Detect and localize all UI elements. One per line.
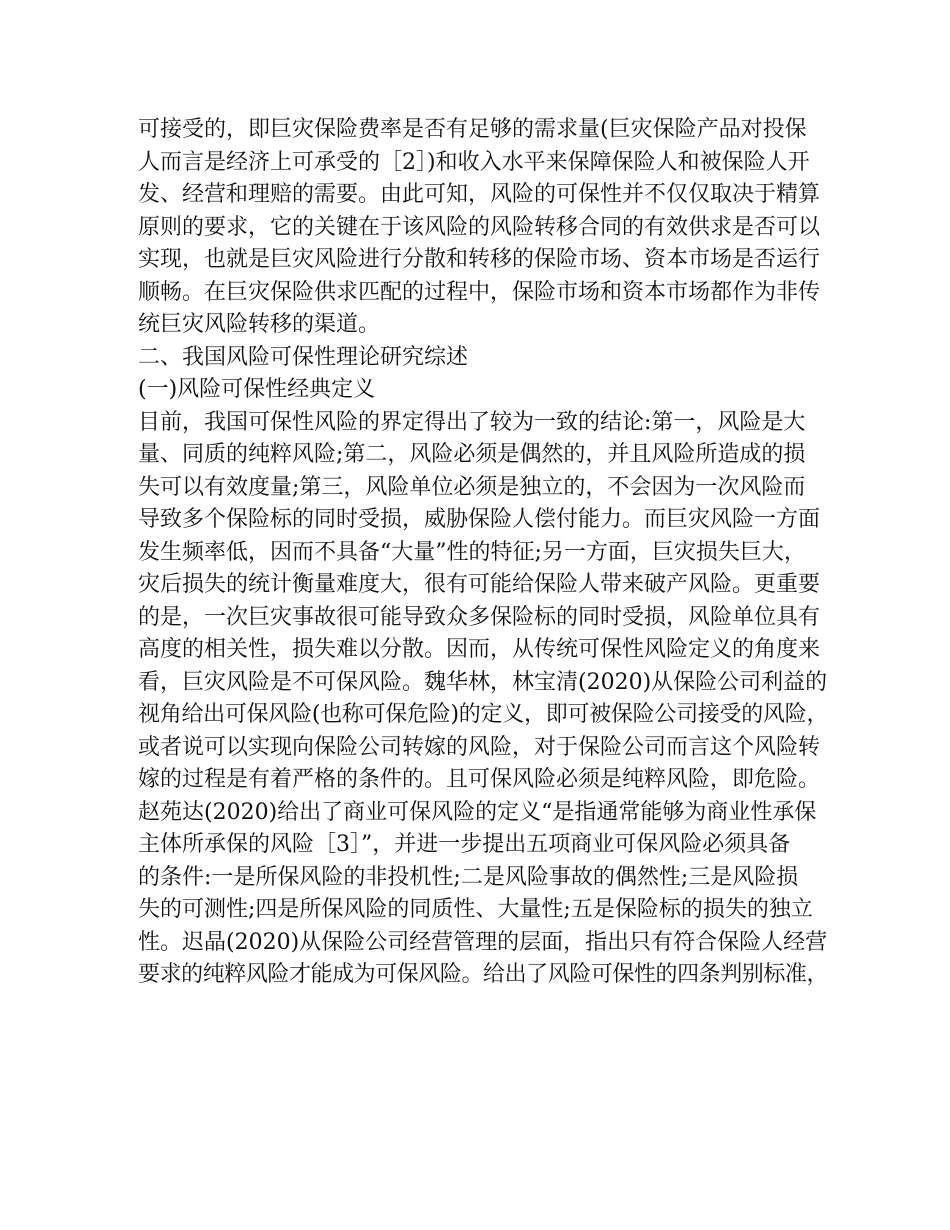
- text-line: 视角给出可保风险(也称可保危险)的定义，即可被保险公司接受的风险，: [138, 702, 829, 727]
- text-line: 目前，我国可保性风险的界定得出了较为一致的结论:第一，风险是大: [138, 409, 806, 435]
- text-line: 的是，一次巨灾事故很可能导致众多保险标的同时受损，风险单位具有: [138, 604, 821, 630]
- text-line: 灾后损失的统计衡量难度大，很有可能给保险人带来破产风险。更重要: [138, 572, 821, 597]
- text-line: 的条件:一是所保风险的非投机性;二是风险事故的偶然性;三是风险损: [138, 864, 799, 890]
- text-line: 二、我国风险可保性理论研究综述: [138, 344, 469, 370]
- text-line: 统巨灾风险转移的渠道。: [138, 312, 381, 337]
- text-line: 嫁的过程是有着严格的条件的。且可保风险必须是纯粹风险，即危险。: [138, 767, 821, 792]
- text-line: 可接受的，即巨灾保险费率是否有足够的需求量(巨灾保险产品对投保: [138, 117, 807, 142]
- text-line: 性。迟晶(2020)从保险公司经营管理的层面，指出只有符合保险人经营: [138, 929, 828, 955]
- text-line: 失可以有效度量;第三，风险单位必须是独立的，不会因为一次风险而: [138, 474, 806, 500]
- text-line: 发生频率低，因而不具备“大量”性的特征;另一方面，巨灾损失巨大，: [138, 539, 806, 565]
- text-line: 导致多个保险标的同时受损，威胁保险人偿付能力。而巨灾风险一方面: [138, 507, 821, 532]
- text-line: 量、同质的纯粹风险;第二，风险必须是偶然的，并且风险所造成的损: [138, 442, 806, 467]
- text-line: 发、经营和理赔的需要。由此可知，风险的可保性并不仅仅取决于精算: [138, 182, 821, 207]
- text-line: 实现，也就是巨灾风险进行分散和转移的保险市场、资本市场是否运行: [138, 247, 821, 272]
- text-line: 赵苑达(2020)给出了商业可保风险的定义“是指通常能够为商业性承保: [138, 799, 817, 825]
- text-line: 要求的纯粹风险才能成为可保风险。给出了风险可保性的四条判别标准，: [138, 962, 829, 987]
- text-line: 看，巨灾风险是不可保风险。魏华林，林宝清(2020)从保险公司利益的: [138, 669, 828, 695]
- text-line: 失的可测性;四是所保风险的同质性、大量性;五是保险标的损失的独立: [138, 897, 813, 922]
- body-text: [138, 114, 828, 992]
- text-line: 主体所承保的风险［3］”，并进一步提出五项商业可保风险必须具备: [138, 832, 791, 857]
- text-line: (一)风险可保性经典定义: [138, 377, 376, 402]
- text-line: 人而言是经济上可承受的［2］)和收入水平来保障保险人和被保险人开: [138, 149, 810, 175]
- text-line: 高度的相关性，损失难以分散。因而，从传统可保性风险定义的角度来: [138, 637, 821, 662]
- text-line: 原则的要求，它的关键在于该风险的风险转移合同的有效供求是否可以: [138, 214, 821, 240]
- text-line: 或者说可以实现向保险公司转嫁的风险，对于保险公司而言这个风险转: [138, 734, 821, 760]
- text-line: 顺畅。在巨灾保险供求匹配的过程中，保险市场和资本市场都作为非传: [138, 279, 821, 305]
